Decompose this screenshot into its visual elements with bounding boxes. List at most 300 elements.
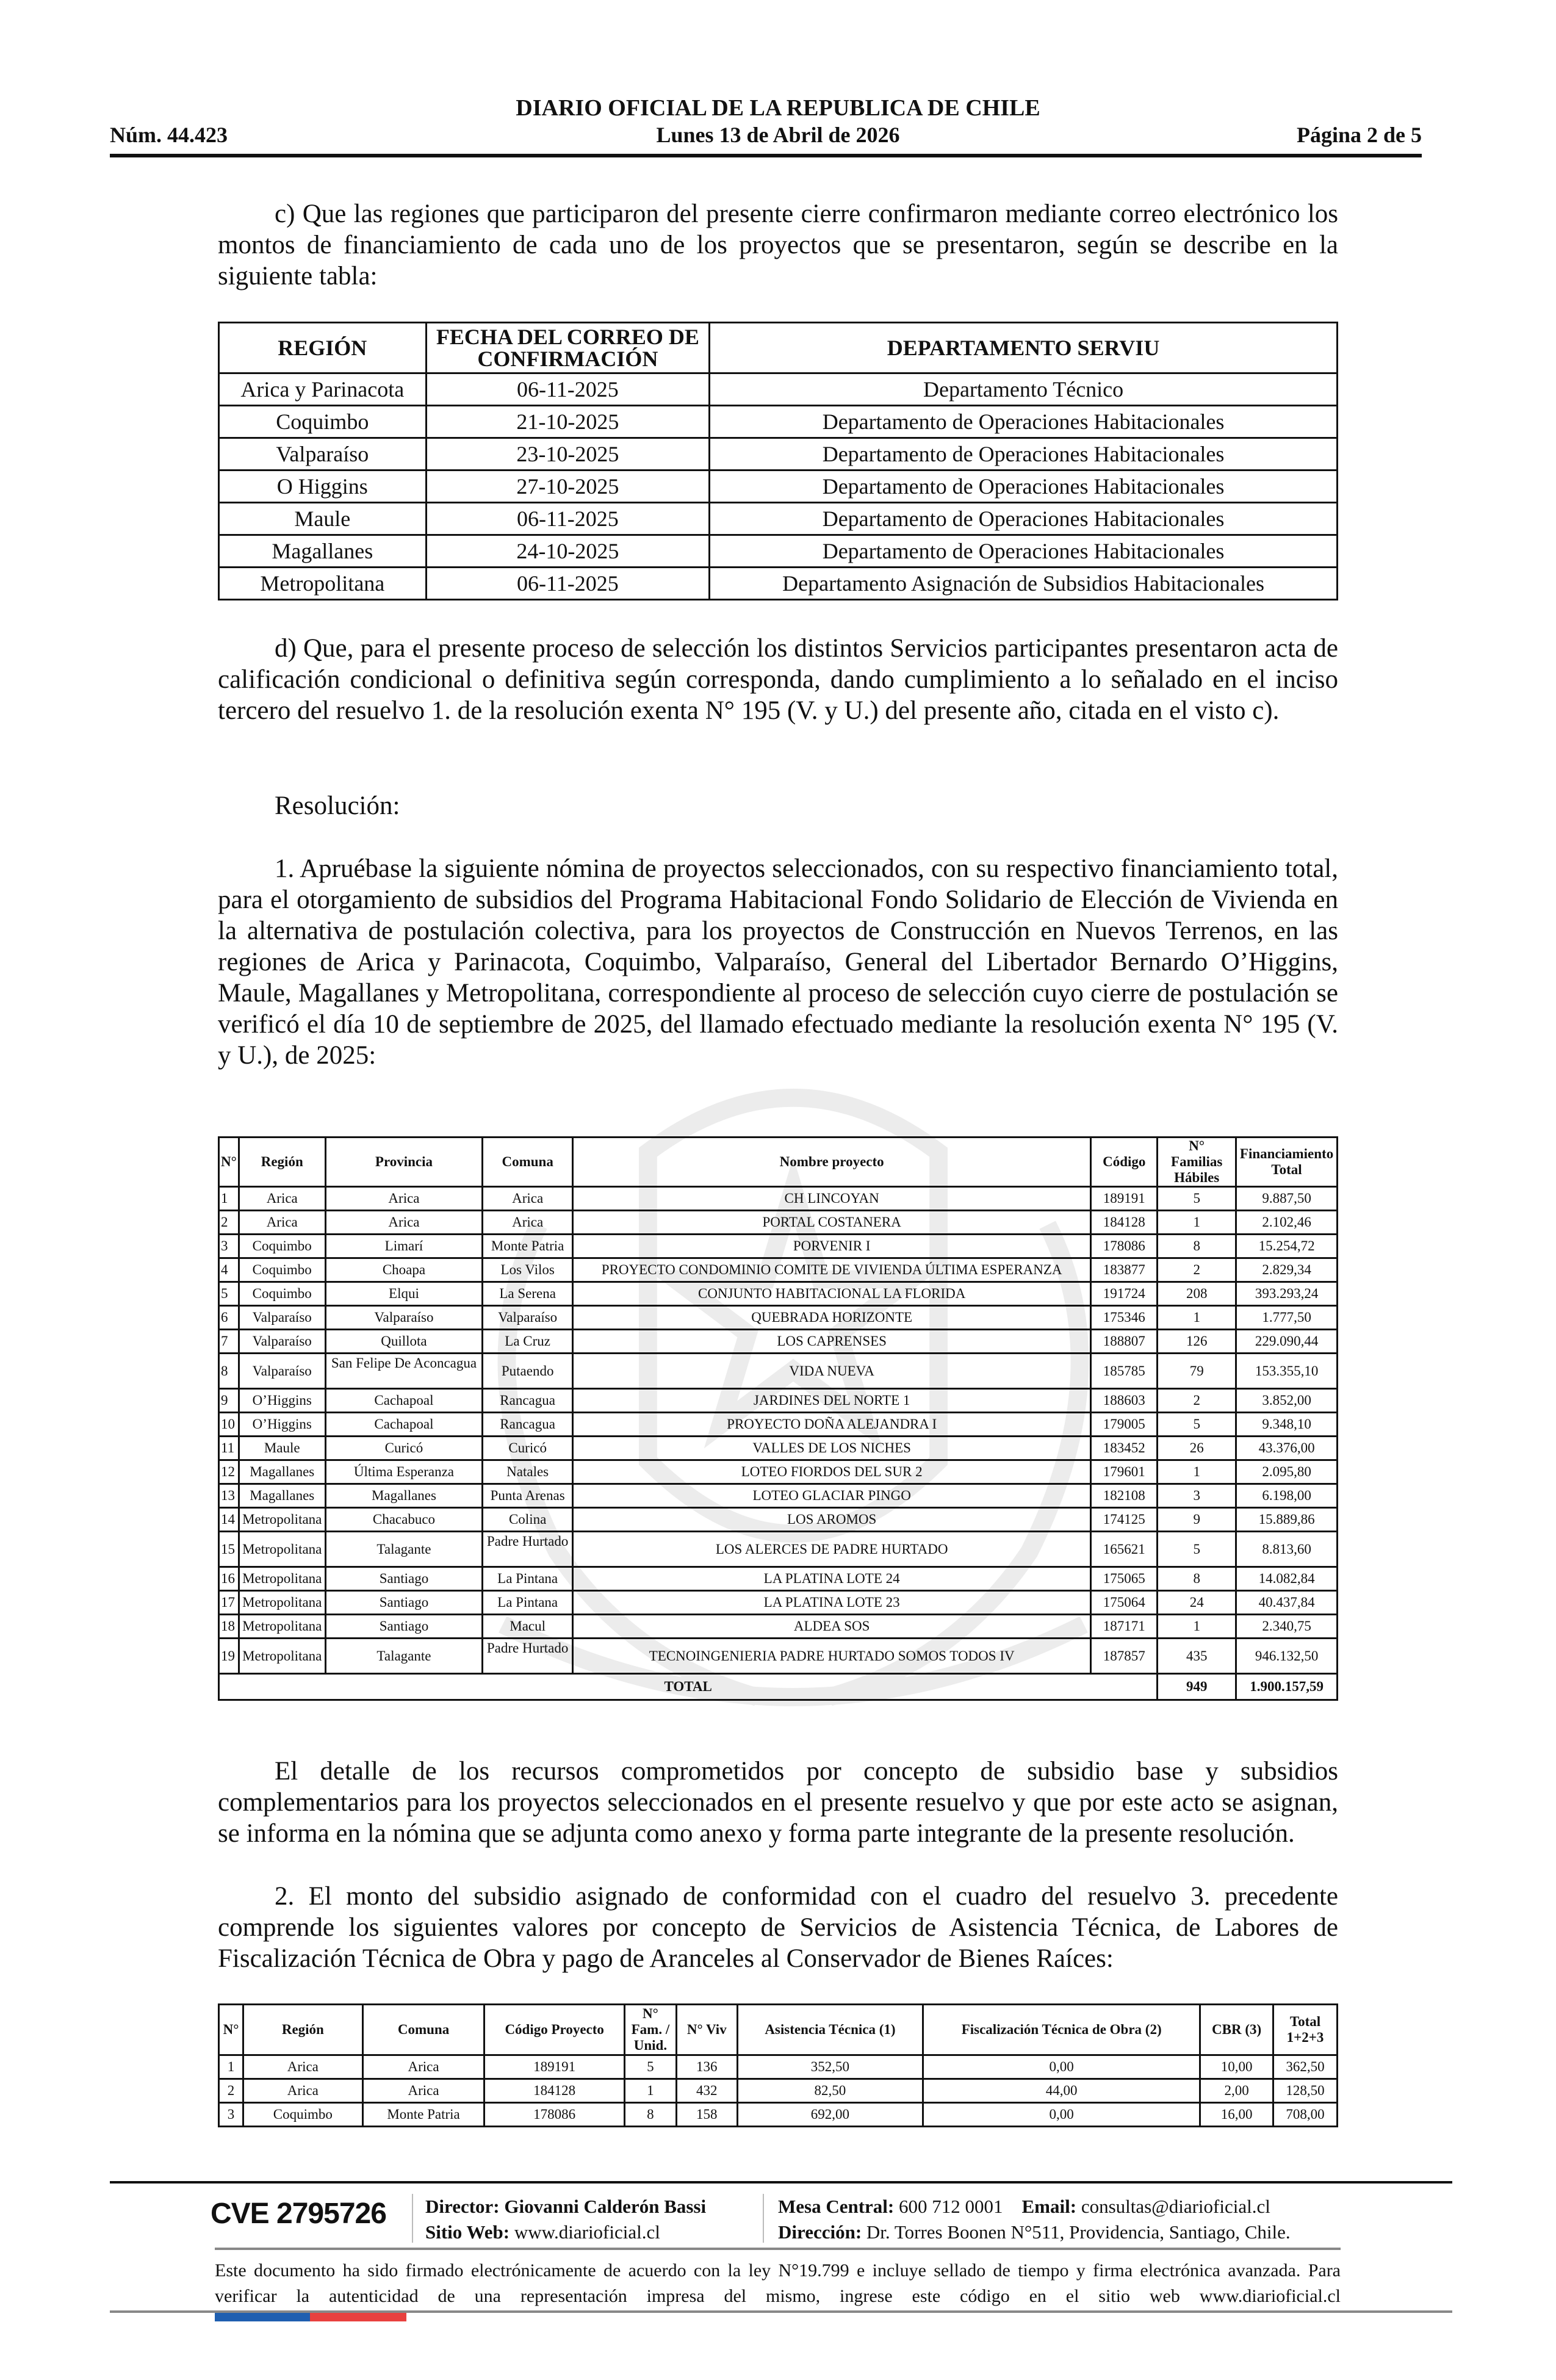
table-cell: 6: [219, 1306, 239, 1330]
services-table: [218, 2003, 1338, 2127]
table-cell: Valparaíso: [239, 1306, 325, 1330]
table-cell: Última Esperanza: [325, 1460, 483, 1484]
table-cell: Departamento de Operaciones Habitacionales: [710, 406, 1338, 438]
col-header-asistencia: Asistencia Técnica (1): [737, 2005, 923, 2055]
table-cell: ALDEA SOS: [573, 1615, 1091, 1639]
table-cell: Departamento de Operaciones Habitacionales: [710, 535, 1338, 568]
table-cell: Talagante: [325, 1532, 483, 1567]
table-cell: VALLES DE LOS NICHES: [573, 1437, 1091, 1460]
table-cell: 189191: [1091, 1187, 1158, 1211]
table-cell: 128,50: [1273, 2079, 1338, 2103]
table-header-row: [219, 2005, 1338, 2055]
col-header-region: Región: [239, 1138, 325, 1187]
table-row: [219, 1567, 1338, 1591]
table-header-row: [219, 323, 1338, 373]
table-cell: 2,00: [1200, 2079, 1273, 2103]
table-row: [219, 535, 1338, 568]
table-cell: 5: [1158, 1187, 1236, 1211]
table-cell: Los Vilos: [483, 1258, 573, 1282]
table-cell: Familias: [1171, 1154, 1223, 1169]
footer-divider-mid: [215, 2248, 1341, 2250]
table-cell: Arica: [483, 1211, 573, 1235]
table-cell: 1: [1158, 1615, 1236, 1639]
table-cell: 24: [1158, 1591, 1236, 1615]
table-cell: Metropolitana: [219, 568, 427, 600]
table-row: [219, 1211, 1338, 1235]
table-cell: 8: [219, 1354, 239, 1389]
table-cell: 06-11-2025: [426, 503, 710, 535]
table-cell: 44,00: [923, 2079, 1200, 2103]
table-row: [219, 2103, 1338, 2127]
table-cell: Elqui: [325, 1282, 483, 1306]
table-cell: Rancagua: [483, 1413, 573, 1437]
table-cell: Fam. /: [631, 2022, 670, 2037]
table-cell: 136: [676, 2055, 737, 2079]
table-cell: 16: [219, 1567, 239, 1591]
table-cell: 8.813,60: [1236, 1532, 1338, 1567]
table-cell: 946.132,50: [1236, 1639, 1338, 1674]
paragraph-2: 2. El monto del subsidio asignado de conformidad con el cuadro del resuelvo 3. precedente comprende los siguientes valores por concepto de Servicios de Asistencia Técnica, de Labores de Fiscalización Técnica de Obra y pago de Aranceles al Conservador de Bienes Raíces:: [218, 1882, 1338, 1973]
table-cell: Valparaíso: [483, 1306, 573, 1330]
table-cell: 3: [219, 1235, 239, 1258]
table-cell: Choapa: [325, 1258, 483, 1282]
table-cell: Punta Arenas: [483, 1484, 573, 1508]
table-cell: 82,50: [737, 2079, 923, 2103]
table-cell: PORVENIR I: [573, 1235, 1091, 1258]
table-cell: Putaendo: [483, 1354, 573, 1389]
table-cell: 2.102,46: [1236, 1211, 1338, 1235]
address-label: Dirección:: [778, 2221, 862, 2243]
cve-code: CVE 2795726: [211, 2198, 386, 2230]
col-header-comuna: Comuna: [362, 2005, 484, 2055]
paragraph-detalle: El detalle de los recursos comprometidos por concepto de subsidio base y subsidios complementarios para los proyectos seleccionados en el presente resuelvo y que por este acto se asignan, se informa en la nómina que se adjunta como anexo y forma parte integrante de la presente resolución.: [218, 1757, 1338, 1848]
table-row: [219, 2055, 1338, 2079]
table-cell: 178086: [1091, 1235, 1158, 1258]
table-cell: 2.829,34: [1236, 1258, 1338, 1282]
col-header-viv: N° Viv: [676, 2005, 737, 2055]
table-cell: 79: [1158, 1354, 1236, 1389]
table-cell: 179601: [1091, 1460, 1158, 1484]
table-cell: FECHA DEL CORREO DE: [436, 325, 699, 349]
table-cell: 5: [1158, 1532, 1236, 1567]
table-cell: 187171: [1091, 1615, 1158, 1639]
table-cell: 5: [219, 1282, 239, 1306]
table-cell: 4: [219, 1258, 239, 1282]
table-cell: 153.355,10: [1236, 1354, 1338, 1389]
table-cell: 1: [1158, 1211, 1236, 1235]
website-link[interactable]: www.diarioficial.cl: [514, 2221, 660, 2243]
table-cell: Arica: [362, 2055, 484, 2079]
table-row: [219, 438, 1338, 471]
table-cell: Valparaíso: [239, 1330, 325, 1354]
table-cell: 14.082,84: [1236, 1567, 1338, 1591]
table-cell: 3: [219, 2103, 243, 2127]
table-cell: Departamento de Operaciones Habitacionales: [710, 503, 1338, 535]
issue-number: Núm. 44.423: [110, 123, 228, 147]
table-cell: 15.889,86: [1236, 1508, 1338, 1532]
table-cell: Metropolitana: [239, 1532, 325, 1567]
table-cell: Arica: [239, 1211, 325, 1235]
table-cell: 15.254,72: [1236, 1235, 1338, 1258]
email-label: Email:: [1021, 2196, 1077, 2217]
table-cell: Arica: [243, 2055, 362, 2079]
table-row: [219, 568, 1338, 600]
total-row: [219, 1674, 1338, 1700]
col-header-fam: [624, 2005, 676, 2055]
col-header-cbr: CBR (3): [1200, 2005, 1273, 2055]
table-row: [219, 373, 1338, 406]
table-cell: Arica: [325, 1211, 483, 1235]
table-row: [219, 1508, 1338, 1532]
table-cell: Valparaíso: [219, 438, 427, 471]
table-cell: Cachapoal: [325, 1413, 483, 1437]
table-cell: 8: [1158, 1567, 1236, 1591]
table-cell: Arica: [325, 1187, 483, 1211]
table-cell: 187857: [1091, 1639, 1158, 1674]
table-cell: Magallanes: [325, 1484, 483, 1508]
table-cell: 06-11-2025: [426, 568, 710, 600]
table-cell: Monte Patria: [483, 1235, 573, 1258]
table-cell: 175064: [1091, 1591, 1158, 1615]
table-row: [219, 406, 1338, 438]
table-cell: 158: [676, 2103, 737, 2127]
table-cell: 165621: [1091, 1532, 1158, 1567]
table-cell: 393.293,24: [1236, 1282, 1338, 1306]
table-row: [219, 1187, 1338, 1211]
table-row: [219, 1413, 1338, 1437]
table-cell: 432: [676, 2079, 737, 2103]
table-cell: Monte Patria: [362, 2103, 484, 2127]
table-cell: N°: [1189, 1138, 1205, 1153]
paragraph-c: c) Que las regiones que participaron del presente cierre confirmaron mediante correo electrónico los montos de financiamiento de cada uno de los proyectos que se presentaron, según se describe en la siguiente tabla:: [218, 200, 1338, 290]
table-cell: LOS AROMOS: [573, 1508, 1091, 1532]
table-cell: 2.095,80: [1236, 1460, 1338, 1484]
table-cell: TECNOINGENIERIA PADRE HURTADO SOMOS TODOS IV: [573, 1639, 1091, 1674]
table-row: [219, 1282, 1338, 1306]
table-cell: 174125: [1091, 1508, 1158, 1532]
table-cell: 184128: [484, 2079, 625, 2103]
table-cell: 8: [1158, 1235, 1236, 1258]
col-header-region: REGIÓN: [219, 323, 427, 373]
table-row: [219, 1306, 1338, 1330]
footer-director-block: [425, 2194, 706, 2245]
table-row: [219, 1460, 1338, 1484]
table-cell: CONJUNTO HABITACIONAL LA FLORIDA: [573, 1282, 1091, 1306]
table-cell: Valparaíso: [325, 1306, 483, 1330]
table-cell: Limarí: [325, 1235, 483, 1258]
table-row: [219, 1235, 1338, 1258]
table-row: [219, 1330, 1338, 1354]
table-cell: 19: [219, 1639, 239, 1674]
paragraph-d: d) Que, para el presente proceso de selección los distintos Servicios participantes presentaron acta de calificación condicional o definitiva según corresponda, dando cumplimiento a lo señalado en el inciso tercero del resuelvo 1. de la resolución exenta N° 195 (V. y U.) del presente año, citada en el visto c).: [218, 634, 1338, 725]
table-cell: 14: [219, 1508, 239, 1532]
table-cell: Departamento de Operaciones Habitacionales: [710, 438, 1338, 471]
table-cell: Coquimbo: [243, 2103, 362, 2127]
table-cell: 435: [1158, 1639, 1236, 1674]
table-cell: Chacabuco: [325, 1508, 483, 1532]
table-cell: 12: [219, 1460, 239, 1484]
col-header-n: N°: [219, 1138, 239, 1187]
table-cell: Metropolitana: [239, 1567, 325, 1591]
table-cell: Maule: [219, 503, 427, 535]
table-row: [219, 1354, 1338, 1389]
table-cell: Curicó: [483, 1437, 573, 1460]
col-header-fecha: [426, 323, 710, 373]
flag-stripe-red: [310, 2313, 406, 2321]
table-cell: 182108: [1091, 1484, 1158, 1508]
table-cell: 178086: [484, 2103, 625, 2127]
col-header-total: Total 1+2+3: [1273, 2005, 1338, 2055]
table-cell: Quillota: [325, 1330, 483, 1354]
col-header-provincia: Provincia: [325, 1138, 483, 1187]
table-cell: Metropolitana: [239, 1639, 325, 1674]
table-cell: Magallanes: [219, 535, 427, 568]
director-name: Giovanni Calderón Bassi: [504, 2196, 707, 2217]
table-row: [219, 1591, 1338, 1615]
col-header-nombre: Nombre proyecto: [573, 1138, 1091, 1187]
table-cell: 1: [219, 2055, 243, 2079]
table-cell: 43.376,00: [1236, 1437, 1338, 1460]
table-cell: Arica: [362, 2079, 484, 2103]
table-row: [219, 1389, 1338, 1413]
table-cell: LOTEO FIORDOS DEL SUR 2: [573, 1460, 1091, 1484]
table-cell: 352,50: [737, 2055, 923, 2079]
table-cell: N°: [643, 2006, 658, 2021]
table-cell: 179005: [1091, 1413, 1158, 1437]
electronic-signature-notice: Este documento ha sido firmado electrónicamente de acuerdo con la ley N°19.799 e incluye sellado de tiempo y firma electrónica avanzada. Para verificar la autenticidad de una representación impresa del mismo, ingrese este código en el sitio web www.diarioficial.cl: [215, 2260, 1341, 2306]
table-cell: LOS ALERCES DE PADRE HURTADO: [573, 1532, 1091, 1567]
table-cell: Metropolitana: [239, 1615, 325, 1639]
table-cell: 3.852,00: [1236, 1389, 1338, 1413]
table-cell: PROYECTO DOÑA ALEJANDRA I: [573, 1413, 1091, 1437]
table-cell: 26: [1158, 1437, 1236, 1460]
footer-contact-block: [778, 2194, 1291, 2245]
table-cell: CONFIRMACIÓN: [477, 347, 658, 371]
table-cell: 21-10-2025: [426, 406, 710, 438]
table-row: [219, 503, 1338, 535]
mesa-central-label: Mesa Central:: [778, 2196, 895, 2217]
table-cell: 5: [624, 2055, 676, 2079]
table-cell: 1: [624, 2079, 676, 2103]
table-cell: 0,00: [923, 2055, 1200, 2079]
col-header-familias: [1158, 1138, 1236, 1187]
table-cell: 0,00: [923, 2103, 1200, 2127]
table-cell: Departamento Técnico: [710, 373, 1338, 406]
table-cell: LA PLATINA LOTE 23: [573, 1591, 1091, 1615]
table-cell: O’Higgins: [239, 1389, 325, 1413]
col-header-codigo: Código Proyecto: [484, 2005, 625, 2055]
table-cell: Coquimbo: [219, 406, 427, 438]
address-value: Dr. Torres Boonen N°511, Providencia, Santiago, Chile.: [866, 2221, 1291, 2243]
table-cell: 27-10-2025: [426, 471, 710, 503]
director-label: Director:: [425, 2196, 500, 2217]
col-header-comuna: Comuna: [483, 1138, 573, 1187]
table-cell: 229.090,44: [1236, 1330, 1338, 1354]
table-cell: Unid.: [633, 2038, 668, 2053]
table-cell: LA PLATINA LOTE 24: [573, 1567, 1091, 1591]
header-divider: [110, 154, 1422, 157]
table-cell: 9.887,50: [1236, 1187, 1338, 1211]
newspaper-title: DIARIO OFICIAL DE LA REPUBLICA DE CHILE: [516, 95, 1040, 121]
table-cell: 24-10-2025: [426, 535, 710, 568]
table-cell: 175346: [1091, 1306, 1158, 1330]
table-cell: La Pintana: [483, 1567, 573, 1591]
table-header-row: [219, 1138, 1338, 1187]
table-cell: Santiago: [325, 1615, 483, 1639]
table-row: [219, 1258, 1338, 1282]
table-cell: 188807: [1091, 1330, 1158, 1354]
table-cell: Santiago: [325, 1567, 483, 1591]
table-row: [219, 471, 1338, 503]
table-cell: 06-11-2025: [426, 373, 710, 406]
table-cell: 16,00: [1200, 2103, 1273, 2127]
table-cell: Coquimbo: [239, 1282, 325, 1306]
table-cell: 9.348,10: [1236, 1413, 1338, 1437]
table-cell: 185785: [1091, 1354, 1158, 1389]
table-cell: Metropolitana: [239, 1508, 325, 1532]
table-cell: 17: [219, 1591, 239, 1615]
issue-date: Lunes 13 de Abril de 2026: [656, 123, 900, 147]
table-cell: 126: [1158, 1330, 1236, 1354]
table-cell: Curicó: [325, 1437, 483, 1460]
table-cell: Hábiles: [1174, 1170, 1220, 1185]
table-cell: 189191: [484, 2055, 625, 2079]
table-cell: 1: [219, 1187, 239, 1211]
table-cell: Arica: [243, 2079, 362, 2103]
table-cell: 1: [1158, 1460, 1236, 1484]
table-cell: 9: [219, 1389, 239, 1413]
table-cell: 2: [1158, 1258, 1236, 1282]
col-header-n: N°: [219, 2005, 243, 2055]
flag-stripe-blue: [215, 2313, 310, 2321]
total-familias: 949: [1158, 1674, 1236, 1700]
table-cell: O Higgins: [219, 471, 427, 503]
table-cell: 10: [219, 1413, 239, 1437]
table-cell: 208: [1158, 1282, 1236, 1306]
table-cell: La Serena: [483, 1282, 573, 1306]
table-cell: PROYECTO CONDOMINIO COMITE DE VIVIENDA ÚLTIMA ESPERANZA: [573, 1258, 1091, 1282]
table-cell: Cachapoal: [325, 1389, 483, 1413]
table-cell: 191724: [1091, 1282, 1158, 1306]
page-indicator: Página 2 de 5: [1296, 123, 1422, 147]
table-cell: 15: [219, 1532, 239, 1567]
table-cell: Departamento de Operaciones Habitacionales: [710, 471, 1338, 503]
table-cell: O’Higgins: [239, 1413, 325, 1437]
table-cell: CH LINCOYAN: [573, 1187, 1091, 1211]
footer-separator: [763, 2194, 764, 2243]
table-cell: 183877: [1091, 1258, 1158, 1282]
table-cell: Arica: [239, 1187, 325, 1211]
table-row: [219, 2079, 1338, 2103]
table-cell: 692,00: [737, 2103, 923, 2127]
footer-separator: [412, 2194, 413, 2243]
table-cell: 183452: [1091, 1437, 1158, 1460]
resolution-heading: Resolución:: [275, 792, 400, 820]
table-cell: Magallanes: [239, 1460, 325, 1484]
table-cell: 1.777,50: [1236, 1306, 1338, 1330]
table-cell: 11: [219, 1437, 239, 1460]
table-cell: LOS CAPRENSES: [573, 1330, 1091, 1354]
footer-divider-top: [110, 2181, 1452, 2183]
table-cell: Coquimbo: [239, 1235, 325, 1258]
table-cell: Magallanes: [239, 1484, 325, 1508]
table-cell: 2.340,75: [1236, 1615, 1338, 1639]
table-cell: Valparaíso: [239, 1354, 325, 1389]
table-cell: 7: [219, 1330, 239, 1354]
confirmation-table: [218, 322, 1338, 600]
col-header-codigo: Código: [1091, 1138, 1158, 1187]
table-cell: Padre Hurtado: [483, 1639, 573, 1674]
table-cell: 3: [1158, 1484, 1236, 1508]
table-cell: 175065: [1091, 1567, 1158, 1591]
table-cell: Natales: [483, 1460, 573, 1484]
table-cell: Rancagua: [483, 1389, 573, 1413]
table-cell: 40.437,84: [1236, 1591, 1338, 1615]
col-header-region: Región: [243, 2005, 362, 2055]
table-cell: Metropolitana: [239, 1591, 325, 1615]
table-cell: 2: [1158, 1389, 1236, 1413]
email-link[interactable]: consultas@diarioficial.cl: [1081, 2196, 1270, 2217]
table-cell: Padre Hurtado: [483, 1532, 573, 1567]
table-cell: JARDINES DEL NORTE 1: [573, 1389, 1091, 1413]
mesa-central-phone: 600 712 0001: [899, 2196, 1003, 2217]
table-cell: Talagante: [325, 1639, 483, 1674]
table-cell: Financiamiento: [1239, 1146, 1334, 1161]
table-cell: Maule: [239, 1437, 325, 1460]
table-cell: 8: [624, 2103, 676, 2127]
table-cell: 708,00: [1273, 2103, 1338, 2127]
table-cell: 1: [1158, 1306, 1236, 1330]
table-cell: 13: [219, 1484, 239, 1508]
table-cell: 184128: [1091, 1211, 1158, 1235]
table-cell: Total: [1271, 1162, 1302, 1177]
table-cell: Departamento Asignación de Subsidios Habitacionales: [710, 568, 1338, 600]
table-cell: 23-10-2025: [426, 438, 710, 471]
paragraph-1: 1. Apruébase la siguiente nómina de proyectos seleccionados, con su respectivo financiamiento total, para el otorgamiento de subsidios del Programa Habitacional Fondo Solidario de Elección de Vivienda en la alternativa de postulación colectiva, para los proyectos de Construcción en Nuevos Terrenos, en las regiones de Arica y Parinacota, Coquimbo, Valparaíso, General del Libertador Bernardo O’Higgins, Maule, Magallanes y Metropolitana, correspondiente al proceso de selección cuyo cierre de postulación se verificó el día 10 de septiembre de 2025, del llamado efectuado mediante la resolución exenta N° 195 (V. y U.), de 2025:: [218, 854, 1338, 1070]
col-header-departamento: DEPARTAMENTO SERVIU: [710, 323, 1338, 373]
table-cell: Colina: [483, 1508, 573, 1532]
col-header-fiscalizacion: Fiscalización Técnica de Obra (2): [923, 2005, 1200, 2055]
table-cell: LOTEO GLACIAR PINGO: [573, 1484, 1091, 1508]
table-cell: 18: [219, 1615, 239, 1639]
table-cell: Arica y Parinacota: [219, 373, 427, 406]
table-row: [219, 1639, 1338, 1674]
table-cell: PORTAL COSTANERA: [573, 1211, 1091, 1235]
table-cell: 188603: [1091, 1389, 1158, 1413]
table-cell: 9: [1158, 1508, 1236, 1532]
table-cell: Macul: [483, 1615, 573, 1639]
table-cell: 2: [219, 1211, 239, 1235]
table-cell: 5: [1158, 1413, 1236, 1437]
total-label: TOTAL: [219, 1674, 1158, 1700]
table-cell: San Felipe De Aconcagua: [325, 1354, 483, 1389]
table-row: [219, 1437, 1338, 1460]
table-cell: Santiago: [325, 1591, 483, 1615]
table-cell: Coquimbo: [239, 1258, 325, 1282]
table-cell: 6.198,00: [1236, 1484, 1338, 1508]
table-cell: La Cruz: [483, 1330, 573, 1354]
col-header-financiamiento: [1236, 1138, 1338, 1187]
table-cell: La Pintana: [483, 1591, 573, 1615]
table-row: [219, 1615, 1338, 1639]
table-cell: 10,00: [1200, 2055, 1273, 2079]
table-cell: 362,50: [1273, 2055, 1338, 2079]
website-label: Sitio Web:: [425, 2221, 510, 2243]
table-cell: 2: [219, 2079, 243, 2103]
table-cell: VIDA NUEVA: [573, 1354, 1091, 1389]
total-financiamiento: 1.900.157,59: [1236, 1674, 1338, 1700]
projects-table: [218, 1136, 1338, 1701]
